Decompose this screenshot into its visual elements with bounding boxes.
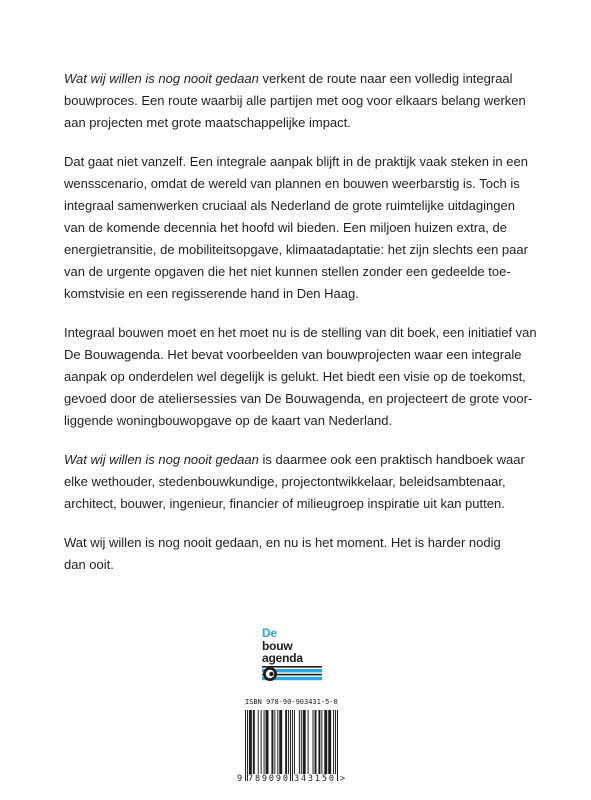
blurb-line-text: is daarmee ook een praktisch handboek waar: [262, 452, 525, 467]
blurb-line: wensscenario, omdat de wereld van plannen en bouwen weerbarstig is. Toch is: [64, 176, 520, 191]
blurb-line: van de komende decennia het hoofd wil bieden. Een miljoen huizen extra, de: [64, 220, 508, 235]
de-bouwagenda-logo: [262, 627, 324, 665]
barcode-guard-bar: [247, 710, 248, 781]
barcode-bar: [299, 710, 300, 775]
blurb-line: van de urgente opgaven die het niet kunnen stellen zonder een gedeelde toe-: [64, 264, 511, 279]
barcode-guard-bar: [245, 710, 246, 781]
barcode-bar: [271, 710, 273, 775]
barcode-bar: [321, 710, 322, 775]
logo-word-de: De: [262, 626, 277, 640]
barcode-bar: [288, 710, 289, 775]
barcode-guard-bar: [335, 710, 336, 781]
barcode: [245, 710, 338, 782]
blurb-line: [64, 449, 564, 471]
blurb-line: Wat wij willen is nog nooit gedaan, en nu is het moment. Het is harder nodig: [64, 535, 501, 550]
barcode-bar: [313, 710, 314, 775]
barcode-bar: [294, 710, 295, 775]
blurb-line: De Bouwagenda. Het bevat voorbeelden van bouwprojecten waar een integrale: [64, 347, 522, 362]
barcode-bar: [324, 710, 327, 775]
barcode-bar: [303, 710, 306, 775]
barcode-bar: [253, 710, 255, 775]
blurb-line: [64, 68, 564, 90]
isbn-label: ISBN 978-90-903431-5-0: [245, 698, 338, 706]
blurb-paragraph: [64, 322, 564, 432]
barcode-lead-digit: 9: [237, 774, 243, 784]
blurb-line: Integraal bouwen moet en het moet nu is de stelling van dit boek, een initiatief van: [64, 325, 537, 340]
barcode-bar: [318, 710, 320, 775]
blurb-line: Dat gaat niet vanzelf. Een integrale aanpak blijft in de praktijk vaak steken in een: [64, 154, 528, 169]
barcode-bar: [333, 710, 334, 775]
logo-word-agenda: agenda: [262, 651, 303, 665]
barcode-bar: [301, 710, 302, 775]
blurb-line: architect, bouwer, ingenieur, financier of milieugroep inspiratie uit kan putten.: [64, 496, 505, 511]
barcode-guard-bar: [290, 710, 291, 781]
blurb-line: liggende woningbouwopgave op de kaart van Nederland.: [64, 413, 393, 428]
blurb-line: energietransitie, de mobiliteitsopgave, klimaatadaptatie: het zijn slechts een paar: [64, 242, 528, 257]
blurb-line: komstvisie en een regisserende hand in Den Haag.: [64, 286, 359, 301]
blurb-line: integraal samenwerken cruciaal als Nederland de grote ruimtelijke uitdagingen: [64, 198, 515, 213]
blurb-line: aan projecten met grote maatschappelijke impact.: [64, 115, 351, 130]
barcode-bar: [258, 710, 259, 775]
book-title-italic: Wat wij willen is nog nooit gedaan: [64, 71, 259, 86]
barcode-bar: [266, 710, 269, 775]
barcode-bar: [261, 710, 262, 775]
logo-eye-pupil: [269, 672, 273, 676]
barcode-bar: [328, 710, 331, 775]
barcode-bar: [277, 710, 278, 775]
logo-stripes-mark: [262, 666, 322, 682]
barcode-bar: [279, 710, 282, 775]
blurb-line: aanpak op onderdelen wel degelijk is gelukt. Het biedt een visie op de toekomst,: [64, 369, 526, 384]
barcode-guard-bar: [292, 710, 293, 781]
barcode-right-digits: 343150: [294, 774, 336, 784]
barcode-bar: [285, 710, 287, 775]
blurb-paragraph: [64, 68, 564, 134]
barcode-bar: [274, 710, 275, 775]
barcode-bar: [264, 710, 265, 775]
blurb-paragraph: [64, 151, 564, 305]
blurb-line: gevoed door de ateliersessies van De Bouwagenda, en projecteert de grote voor-: [64, 391, 533, 406]
barcode-bar: [315, 710, 317, 775]
barcode-left-digits: 789090: [248, 774, 290, 784]
barcode-bar: [308, 710, 309, 775]
blurb-paragraph: [64, 449, 564, 515]
blurb-line: dan ooit.: [64, 557, 114, 572]
blurb-line: elke wethouder, stedenbouwkundige, projectontwikkelaar, beleidsambtenaar,: [64, 474, 506, 489]
barcode-bar: [249, 710, 252, 775]
book-title-italic: Wat wij willen is nog nooit gedaan: [64, 452, 259, 467]
blurb-line: bouwproces. Een route waarbij alle partijen met oog voor elkaars belang werken: [64, 93, 526, 108]
logo-word-bouw: bouw: [262, 638, 293, 653]
blurb-paragraph: [64, 532, 564, 576]
blurb-line-text: verkent de route naar een volledig integraal: [262, 71, 513, 86]
barcode-guard-bar: [337, 710, 338, 781]
back-cover-blurb: [64, 68, 564, 593]
barcode-quiet-zone-mark: >: [340, 774, 346, 784]
